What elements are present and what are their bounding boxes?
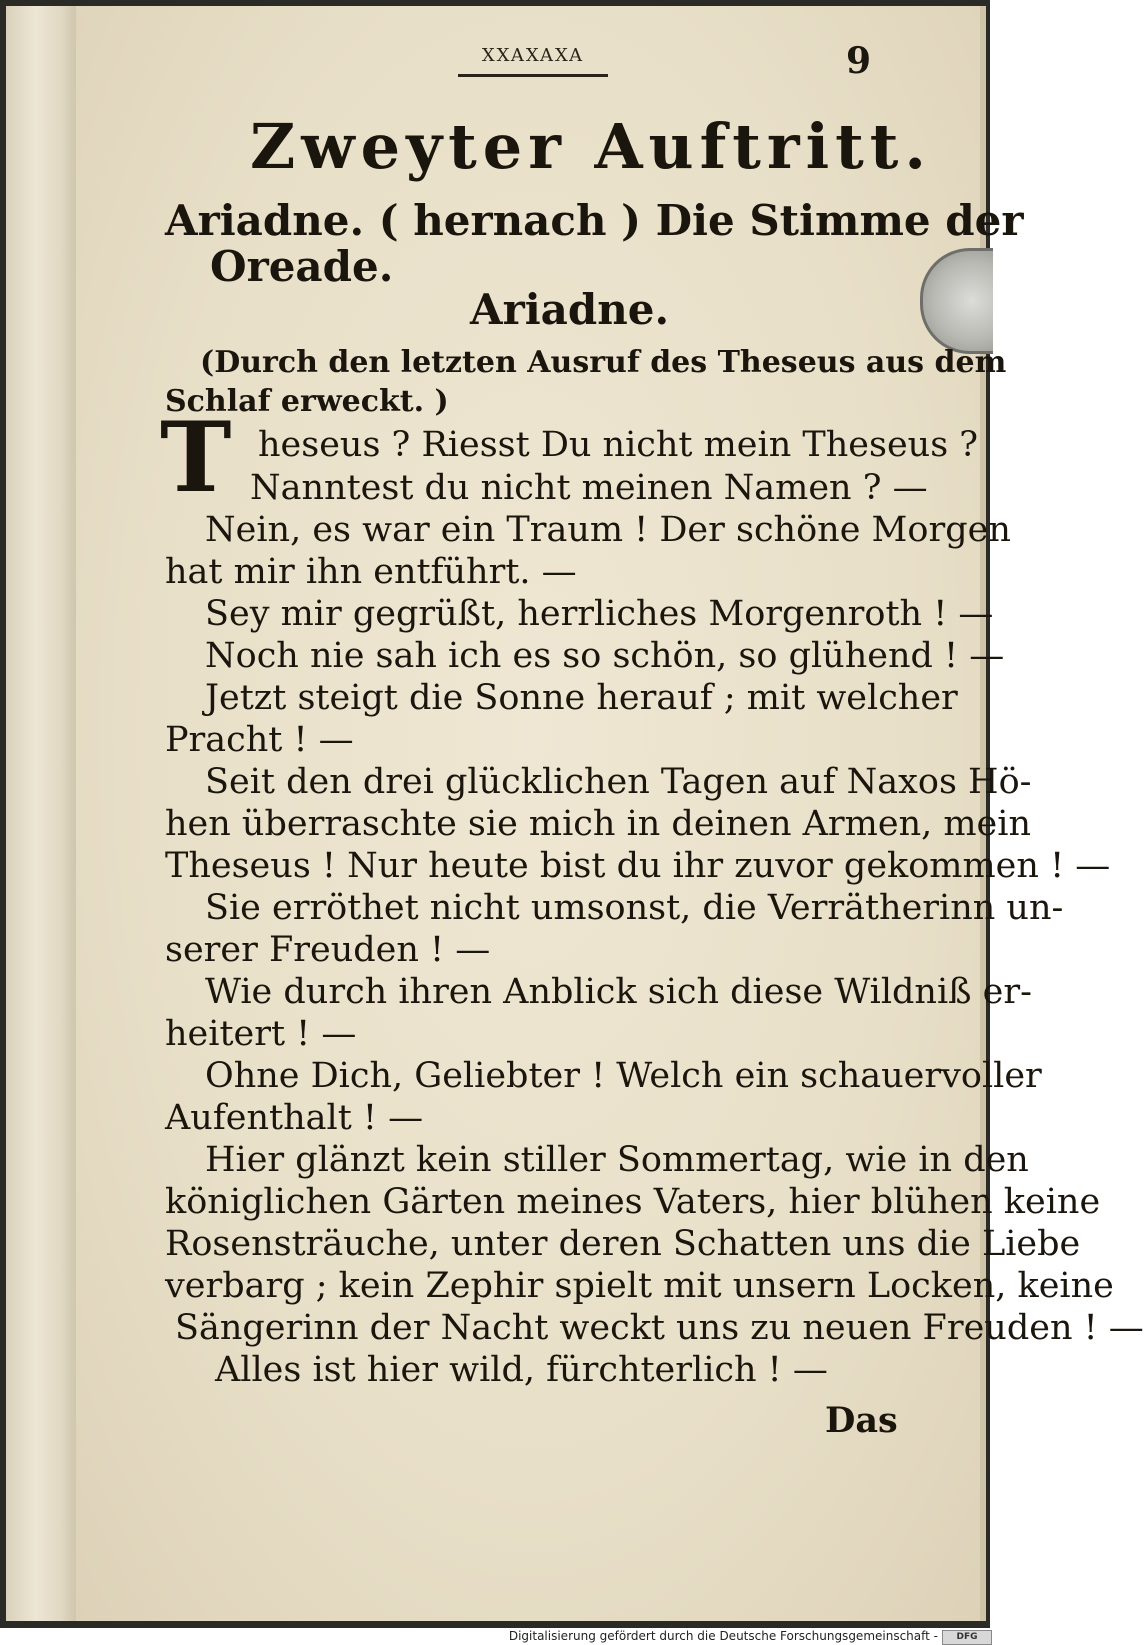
cast-line-continued: Oreade. [210, 242, 394, 291]
body-line: Sängerinn der Nacht weckt uns zu neuen Freuden ! — [175, 1308, 1144, 1348]
page-number: 9 [846, 40, 872, 82]
footer-credit: Digitalisierung gefördert durch die Deutsche Forschungsgemeinschaft - [508, 1629, 938, 1643]
stage-direction: (Durch den letzten Ausruf des Theseus aus dem [200, 345, 1007, 380]
body-line: Hier glänzt kein stiller Sommertag, wie in den [205, 1140, 1029, 1180]
body-line: serer Freuden ! — [165, 930, 491, 970]
body-line: Nein, es war ein Traum ! Der schöne Morgen [205, 510, 1011, 550]
body-line: Nanntest du nicht meinen Namen ? — [250, 468, 928, 508]
cast-line: Ariadne. ( hernach ) Die Stimme der [165, 196, 1024, 245]
body-line: Sie erröthet nicht umsonst, die Verrätherinn un- [205, 888, 1064, 928]
body-line: Theseus ! Nur heute bist du ihr zuvor gekommen ! — [165, 846, 1111, 886]
catchword: Das [825, 1400, 898, 1441]
drop-cap: T [160, 401, 232, 514]
body-line: Alles ist hier wild, fürchterlich ! — [215, 1350, 828, 1390]
stage-direction-continued: Schlaf erweckt. ) [165, 384, 449, 419]
dfg-logo: DFG [942, 1630, 992, 1645]
header-ornament: XXAXAXA [458, 46, 608, 77]
body-line: Noch nie sah ich es so schön, so glühend ! — [205, 636, 1005, 676]
body-line: Seit den drei glücklichen Tagen auf Naxos Hö- [205, 762, 1032, 802]
body-line: Rosensträuche, unter deren Schatten uns die Liebe [165, 1224, 1081, 1264]
scene-title: Zweyter Auftritt. [250, 110, 933, 183]
body-line: verbarg ; kein Zephir spielt mit unsern Locken, keine [165, 1266, 1114, 1306]
body-line: hat mir ihn entführt. — [165, 552, 577, 592]
body-line: Jetzt steigt die Sonne herauf ; mit welcher [205, 678, 958, 718]
body-line: Pracht ! — [165, 720, 354, 760]
body-line: Aufenthalt ! — [165, 1098, 424, 1138]
body-line: Sey mir gegrüßt, herrliches Morgenroth ! — [205, 594, 994, 634]
body-line: königlichen Gärten meines Vaters, hier blühen keine [165, 1182, 1101, 1222]
speaker-name: Ariadne. [470, 285, 670, 334]
body-line: hen überraschte sie mich in deinen Armen, mein [165, 804, 1031, 844]
body-line: heitert ! — [165, 1014, 357, 1054]
body-line: Ohne Dich, Geliebter ! Welch ein schauervoller [205, 1056, 1042, 1096]
body-line: heseus ? Riesst Du nicht mein Theseus ? [258, 425, 979, 465]
body-line: Wie durch ihren Anblick sich diese Wildniß er- [205, 972, 1032, 1012]
book-gutter [6, 6, 76, 1621]
